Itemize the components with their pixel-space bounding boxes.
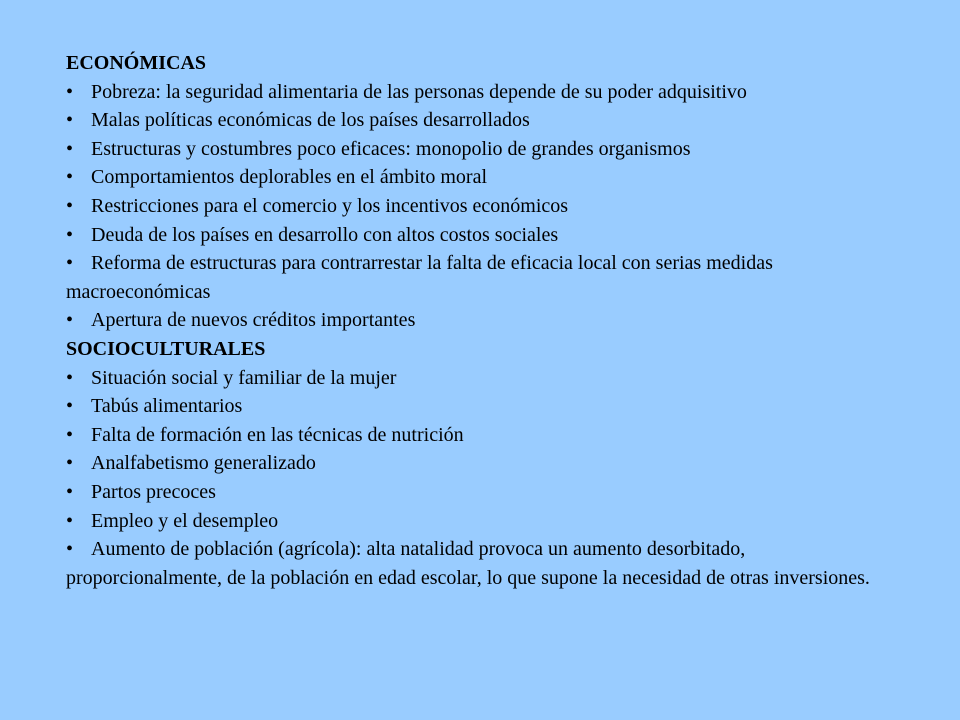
list-item	[66, 192, 896, 221]
list-item-text: Restricciones para el comercio y los incentivos económicos	[91, 194, 569, 217]
bullet-icon: •	[66, 223, 74, 246]
list-item-text: Situación social y familiar de la mujer	[91, 366, 397, 389]
list-item	[66, 221, 896, 250]
bullet-icon: •	[66, 252, 74, 275]
list-item	[66, 78, 896, 107]
list-item-text: Pobreza: la seguridad alimentaria de las personas depende de su poder adquisitivo	[91, 80, 747, 103]
bullet-icon: •	[66, 480, 74, 503]
section-heading-economicas: ECONÓMICAS	[66, 52, 207, 74]
bullet-icon: •	[66, 194, 74, 217]
section-socioculturales	[66, 335, 896, 592]
list-item	[66, 163, 896, 192]
list-item	[66, 421, 896, 450]
bullet-icon: •	[66, 509, 74, 532]
list-item-text: Malas políticas económicas de los países desarrollados	[91, 109, 530, 132]
list-item-text: Aumento de población (agrícola): alta natalidad provoca un aumento desorbitado, proporcionalmente, de la población en edad escolar, lo que supone la necesidad de otras inversiones.	[66, 538, 870, 589]
bullet-icon: •	[66, 166, 74, 189]
list-item	[66, 106, 896, 135]
list-item-text: Analfabetismo generalizado	[91, 452, 316, 475]
list-item-text: Reforma de estructuras para contrarrestar la falta de eficacia local con serias medidas macroeconómicas	[66, 252, 773, 303]
section-economicas	[66, 49, 896, 335]
slide-content	[66, 49, 896, 592]
bullet-icon: •	[66, 395, 74, 418]
list-item	[66, 135, 896, 164]
bullet-icon: •	[66, 137, 74, 160]
list-item	[66, 478, 896, 507]
list-item	[66, 306, 896, 335]
list-item-text: Tabús alimentarios	[91, 395, 243, 418]
bullet-icon: •	[66, 538, 74, 561]
list-item	[66, 535, 896, 592]
list-item-text: Comportamientos deplorables en el ámbito moral	[91, 166, 488, 189]
list-item	[66, 249, 896, 306]
list-item	[66, 449, 896, 478]
list-item-text: Deuda de los países en desarrollo con altos costos sociales	[91, 223, 559, 246]
list-item-text: Empleo y el desempleo	[91, 509, 279, 532]
bullet-icon: •	[66, 452, 74, 475]
list-item	[66, 392, 896, 421]
list-item-text: Falta de formación en las técnicas de nutrición	[91, 423, 464, 446]
list-item-text: Apertura de nuevos créditos importantes	[91, 309, 416, 332]
bullet-icon: •	[66, 80, 74, 103]
bullet-icon: •	[66, 309, 74, 332]
bullet-icon: •	[66, 423, 74, 446]
list-item-text: Estructuras y costumbres poco eficaces: monopolio de grandes organismos	[91, 137, 691, 160]
list-item-text: Partos precoces	[91, 480, 216, 503]
list-item	[66, 364, 896, 393]
list-item	[66, 507, 896, 536]
bullet-icon: •	[66, 109, 74, 132]
bullet-icon: •	[66, 366, 74, 389]
section-heading-socioculturales: SOCIOCULTURALES	[66, 337, 266, 360]
